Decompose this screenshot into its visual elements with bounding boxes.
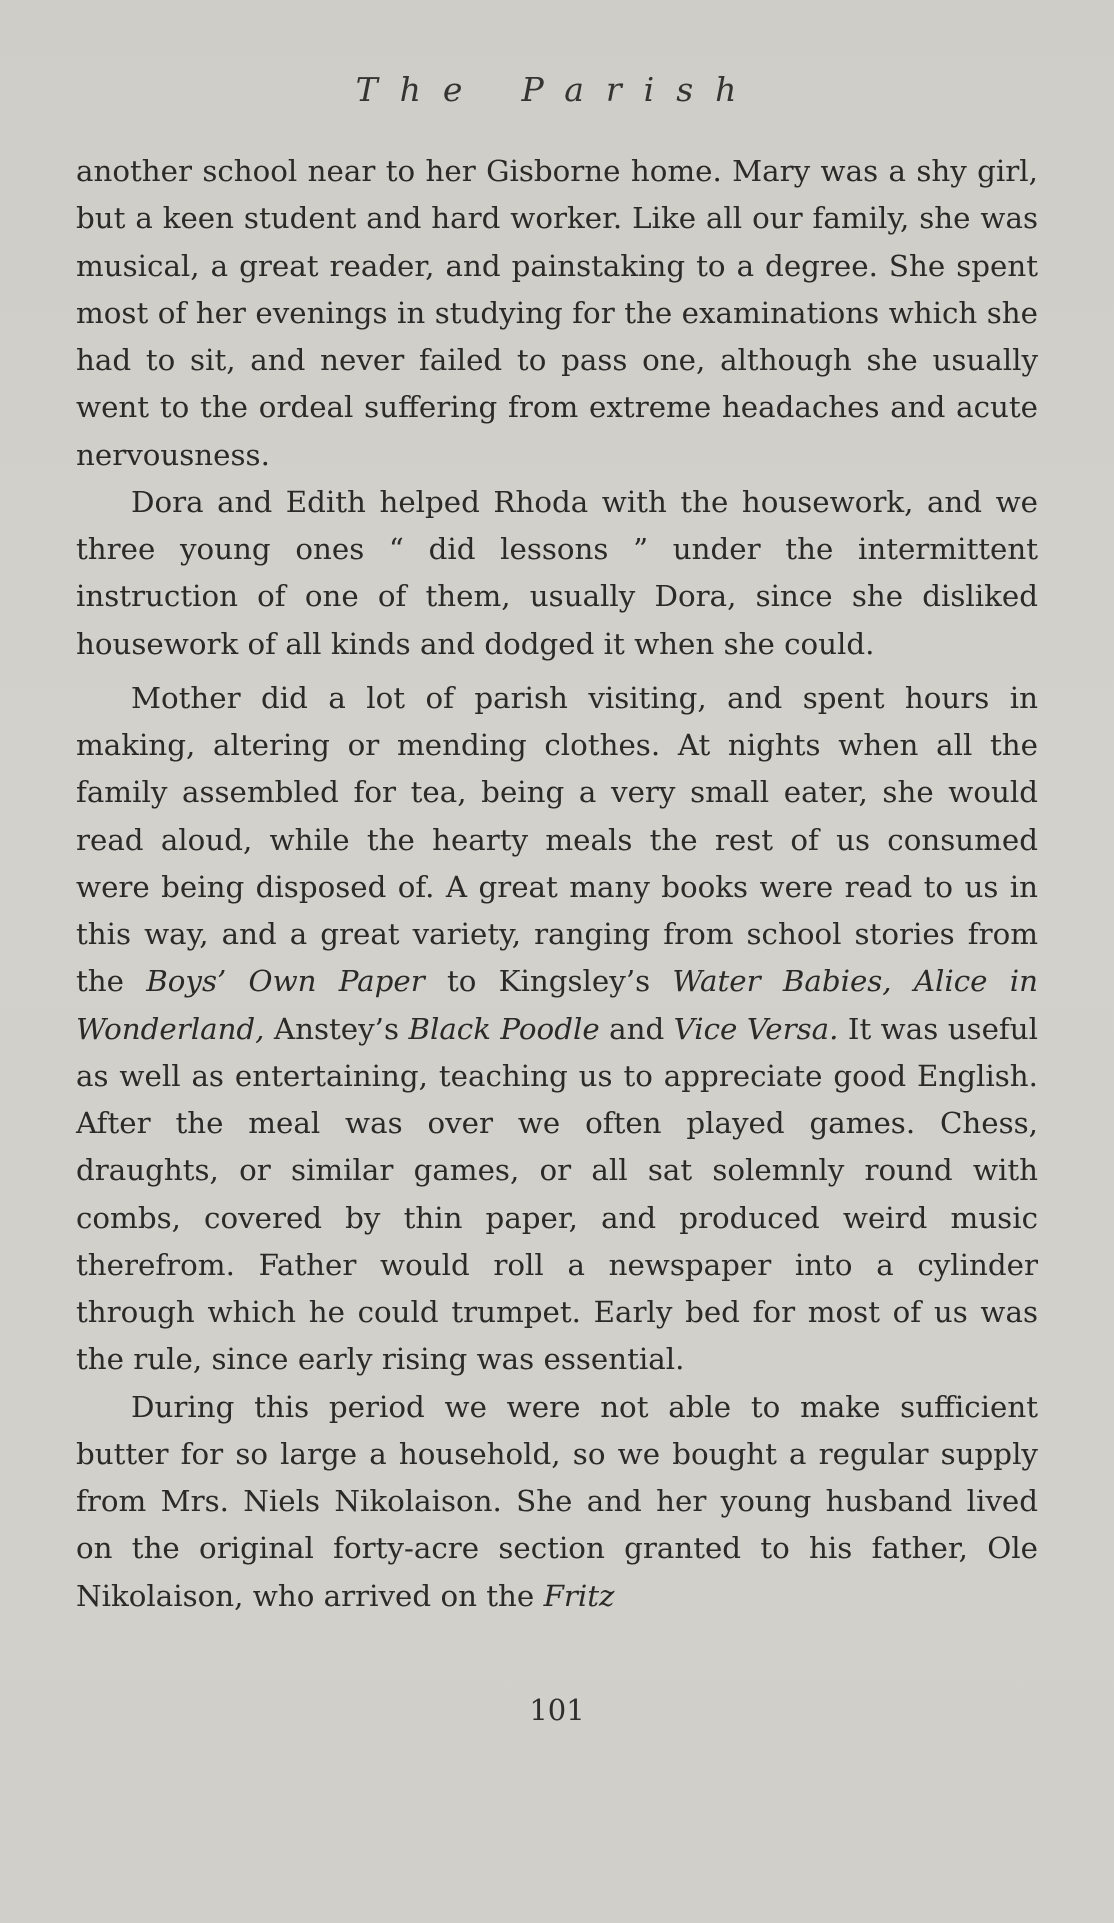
italic-title-text: Black Poodle [408, 1011, 600, 1046]
body-text [76, 148, 1038, 1620]
italic-title-text: Water Babies, Alice in Wonderland, [76, 964, 1039, 1046]
paragraph [76, 479, 1038, 668]
paragraph [76, 148, 1038, 479]
paragraph [76, 1384, 1038, 1620]
italic-title-text: Vice Versa. [673, 1011, 839, 1046]
paragraph-text: and [599, 1011, 674, 1046]
italic-title-text: Fritz [543, 1578, 615, 1613]
paragraph-text: another school near to her Gisborne home. Mary was a shy girl, but a keen student and hard worker. Like all our family, she was musical, a great reader, and painstaking to a degree. She spent most of her evenings in studying for the examinations which she had to sit, and never failed to pass one, although she usually went to the ordeal suffering from extreme headaches and acute nervousness. [76, 154, 1038, 472]
italic-title-text: Boys’ Own Paper [146, 964, 425, 999]
paragraph-text: Anstey’s [264, 1011, 409, 1046]
paragraph-text: Mother did a lot of parish visiting, and spent hours in making, altering or mending clothes. At nights when all the family assembled for tea, being a very small eater, she would read aloud, while the hearty meals the rest of us consumed were being disposed of. A great many books were read to us in this way, and a great variety, ranging from school stories from the [76, 680, 1038, 999]
paragraph-text: Dora and Edith helped Rhoda with the housework, and we three young ones “ did lessons ” under the intermittent instruction of one of them, usually Dora, since she disliked housework of all kinds and dodged it when she could. [76, 484, 1038, 661]
running-head-word-2: Parish [521, 70, 759, 109]
paragraph-text: to Kingsley’s [424, 964, 673, 999]
paragraph [76, 675, 1038, 1384]
paragraph-text: During this period we were not able to make sufficient butter for so large a household, so we bought a regular supply from Mrs. Niels Nikolaison. She and her young husband lived on the original forty-acre section granted to his father, Ole Nikolaison, who arrived on the [76, 1389, 1038, 1613]
running-head [0, 70, 1114, 109]
paragraph-text: It was useful as well as entertaining, teaching us to appreciate good English. After the meal was over we often played games. Chess, draughts, or similar games, or all sat solemnly round with combs, covered by thin paper, and produced weird music therefrom. Father would roll a newspaper into a cylinder through which he could trumpet. Early bed for most of us was the rule, since early rising was essential. [76, 1011, 1039, 1377]
page-number: 101 [529, 1693, 585, 1727]
running-head-word-1: The [355, 70, 485, 109]
